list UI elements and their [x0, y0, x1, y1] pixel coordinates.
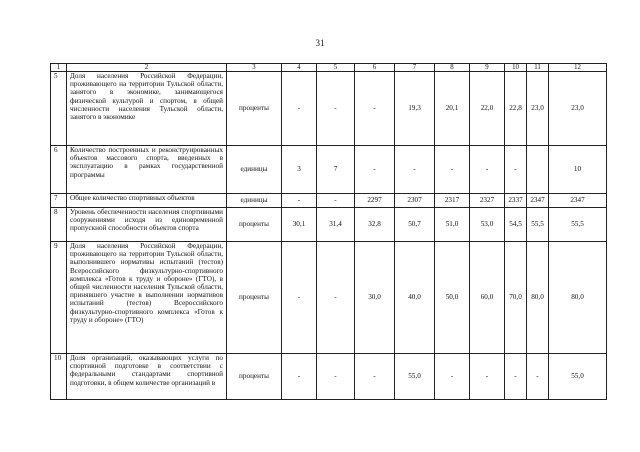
row-number: 7: [51, 194, 67, 208]
value-cell: 3: [282, 146, 317, 194]
unit-cell: единицы: [227, 146, 282, 194]
value-cell: -: [505, 354, 527, 400]
value-cell: 30,1: [282, 208, 317, 242]
value-cell: -: [395, 146, 435, 194]
indicator-description: Доля населения Российской Федерации, проживающего на территории Тульской области, выполнившего нормативы испытаний (тестов) Всероссийского физкультурно-спортивного комплекса «Готов к труду и обороне» (ГТО), в общей численности населения Тульской области, принявшего участие в выполнении нормативов испытаний (тестов) Всероссийского физкультурно-спортивного комплекса «Готов к труду и обороне» (ГТО): [67, 242, 227, 354]
header-cell: 5: [317, 64, 355, 72]
value-cell: 55,5: [549, 208, 607, 242]
header-row: [51, 64, 607, 72]
value-cell: -: [282, 72, 317, 146]
value-cell: 32,8: [355, 208, 395, 242]
indicator-description: Уровень обеспеченности населения спортивными сооружениями исходя из единовременной пропускной способности объектов спорта: [67, 208, 227, 242]
value-cell: -: [317, 354, 355, 400]
header-cell: 9: [470, 64, 505, 72]
value-cell: 80,0: [549, 242, 607, 354]
table-row: [51, 242, 607, 354]
value-cell: -: [317, 194, 355, 208]
value-cell: 20,1: [435, 72, 470, 146]
unit-cell: проценты: [227, 208, 282, 242]
value-cell: 50,0: [435, 242, 470, 354]
value-cell: 60,0: [470, 242, 505, 354]
value-cell: 23,0: [527, 72, 549, 146]
indicator-description: Общее количество спортивных объектов: [67, 194, 227, 208]
value-cell: 22,0: [470, 72, 505, 146]
table-row: [51, 194, 607, 208]
value-cell: -: [435, 146, 470, 194]
value-cell: 50,7: [395, 208, 435, 242]
value-cell: [527, 146, 549, 194]
unit-cell: единицы: [227, 194, 282, 208]
row-number: 9: [51, 242, 67, 354]
value-cell: 2347: [549, 194, 607, 208]
value-cell: -: [355, 354, 395, 400]
value-cell: -: [435, 354, 470, 400]
value-cell: 7: [317, 146, 355, 194]
value-cell: -: [505, 146, 527, 194]
value-cell: 80,0: [527, 242, 549, 354]
value-cell: -: [470, 354, 505, 400]
header-cell: 4: [282, 64, 317, 72]
value-cell: 55,0: [549, 354, 607, 400]
row-number: 10: [51, 354, 67, 400]
value-cell: 54,5: [505, 208, 527, 242]
value-cell: 31,4: [317, 208, 355, 242]
value-cell: -: [282, 194, 317, 208]
table-row: [51, 72, 607, 146]
indicators-table: [50, 63, 607, 400]
indicator-description: Доля населения Российской Федерации, проживающего на территории Тульской области, занятого в экономике, занимающегося физической культурой и спортом, в общей численности населения Тульской области, занятого в экономике: [67, 72, 227, 146]
table-row: [51, 354, 607, 400]
unit-cell: проценты: [227, 354, 282, 400]
header-cell: 1: [51, 64, 67, 72]
indicator-description: Доля организаций, оказывающих услуги по спортивной подготовке в соответствии с федеральными стандартами спортивной подготовки, в общем количестве организаций в: [67, 354, 227, 400]
value-cell: 40,0: [395, 242, 435, 354]
value-cell: 53,0: [470, 208, 505, 242]
value-cell: 2297: [355, 194, 395, 208]
header-cell: 12: [549, 64, 607, 72]
indicator-description: Количество построенных и реконструированных объектов массового спорта, введенных в эксплуатацию в рамках государственной программы: [67, 146, 227, 194]
value-cell: 19,3: [395, 72, 435, 146]
value-cell: 2317: [435, 194, 470, 208]
header-cell: 6: [355, 64, 395, 72]
row-number: 5: [51, 72, 67, 146]
value-cell: -: [317, 72, 355, 146]
table-row: [51, 208, 607, 242]
value-cell: 30,0: [355, 242, 395, 354]
value-cell: 2327: [470, 194, 505, 208]
table-row: [51, 146, 607, 194]
row-number: 8: [51, 208, 67, 242]
value-cell: -: [355, 146, 395, 194]
value-cell: 51,0: [435, 208, 470, 242]
value-cell: -: [317, 242, 355, 354]
value-cell: 2337: [505, 194, 527, 208]
value-cell: 2347: [527, 194, 549, 208]
header-cell: 10: [505, 64, 527, 72]
header-cell: 3: [227, 64, 282, 72]
value-cell: 55,0: [395, 354, 435, 400]
value-cell: -: [527, 354, 549, 400]
value-cell: 22,8: [505, 72, 527, 146]
value-cell: -: [355, 72, 395, 146]
page-number: 31: [315, 38, 325, 48]
value-cell: -: [282, 242, 317, 354]
header-cell: 7: [395, 64, 435, 72]
value-cell: 2307: [395, 194, 435, 208]
value-cell: 23,0: [549, 72, 607, 146]
row-number: 6: [51, 146, 67, 194]
header-cell: 2: [67, 64, 227, 72]
unit-cell: проценты: [227, 242, 282, 354]
header-cell: 8: [435, 64, 470, 72]
value-cell: 10: [549, 146, 607, 194]
value-cell: -: [470, 146, 505, 194]
value-cell: -: [282, 354, 317, 400]
unit-cell: проценты: [227, 72, 282, 146]
header-cell: 11: [527, 64, 549, 72]
value-cell: 55,5: [527, 208, 549, 242]
value-cell: 70,0: [505, 242, 527, 354]
